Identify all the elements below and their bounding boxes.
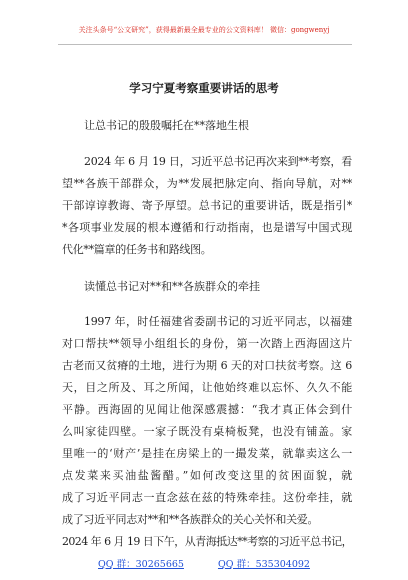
text-line: 1997 年，时任福建省委副书记的习近平同志，以福建 (84, 315, 352, 328)
text-line: 干部谆谆教诲、寄予厚望。总书记的重要讲话，既是指引* (62, 199, 352, 212)
document-title: 学习宁夏考察重要讲话的思考 (129, 81, 279, 95)
section-heading-1: 让总书记的殷殷嘱托在**落地生根 (84, 119, 249, 132)
header-promo-text: 关注头条号“公文研究”，获得最新最全最专业的公文资料库！ 微信：gongwenyj (78, 26, 330, 34)
paragraph-3 (62, 531, 352, 553)
text-line: 古老而又贫瘠的土地，进行为期 6 天的对口扶贫考察。这 6 (62, 359, 352, 372)
text-line: 成了习近平同志一直念兹在兹的特殊牵挂。这份牵挂，就 (62, 491, 352, 504)
qq-group-link-1[interactable]: QQ 群：30265665 (98, 559, 184, 570)
text-line: 2024 年 6 月 19 日，习近平总书记再次来到**考察，看 (84, 155, 352, 168)
text-line: *各项事业发展的根本遵循和行动指南，也是谱写中国式现 (62, 221, 352, 234)
text-line: 里唯一的‘财产’是挂在房梁上的一撮发菜，就靠卖这么一 (62, 447, 352, 460)
paragraph-1 (62, 151, 352, 261)
text-line: 代化**篇章的任务书和路线图。 (62, 243, 212, 256)
footer (0, 557, 408, 573)
text-line: 2024 年 6 月 19 日下午，从青海抵达**考察的习近平总书记， (62, 535, 352, 548)
section-heading-2: 读懂总书记对**和**各族群众的牵挂 (84, 280, 260, 293)
text-line: 望**各族干部群众，为**发展把脉定向、指向导航，对** (62, 177, 352, 190)
text-line: 平静。西海固的见闻让他深感震撼：“我才真正体会到什 (62, 403, 352, 416)
qq-group-link-2[interactable]: QQ 群：535304092 (217, 559, 310, 570)
text-line: 么叫家徒四壁。一家子既没有桌椅板凳，也没有铺盖。家 (62, 425, 352, 438)
text-line: 对口帮扶**领导小组组长的身份，第一次踏上西海固这片 (62, 337, 352, 350)
text-line: 点发菜来买油盐酱醋。”如何改变这里的贫困面貌，就 (62, 469, 352, 482)
text-line: 成了习近平同志对**和**各族群众的关心关怀和关爱。 (62, 513, 319, 526)
header-divider (58, 44, 352, 45)
paragraph-2 (62, 311, 352, 531)
text-line: 天，目之所及、耳之所闻，让他始终难以忘怀、久久不能 (62, 381, 352, 394)
